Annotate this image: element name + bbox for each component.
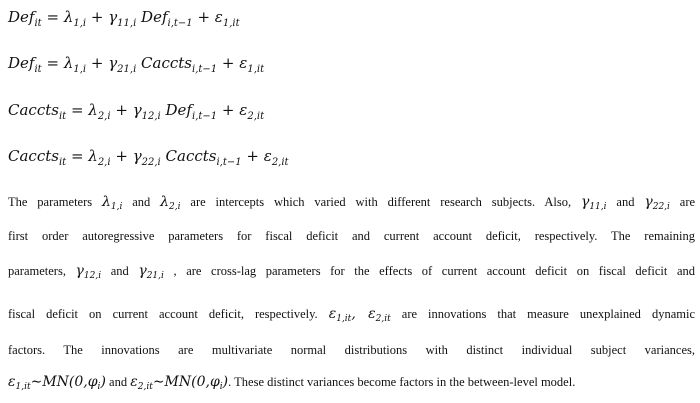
paragraph-line-4: fiscal deficit on current account deficit, respectively. $\varepsilon_{1,it}$, $\varepsilon_{2,it}$ are innovations that measure unexplained dynamic — [8, 306, 696, 324]
equation-3: Caccts$_{it}$ = $\lambda_{2,i} + \gamma_{12,i}$ $Def_{i,t-1} + \varepsilon_{2,it}$ — [8, 101, 265, 122]
paragraph-line-1: The parameters $\lambda_{1,i}$ and $\lambda_{2,i}$ are intercepts which varied with different research subjects. Also, $\gamma_{11,i}$ and $\gamma_{22,i}$ are — [8, 194, 696, 212]
equation-2: $Def_{it} = \lambda_{1,i} + \gamma_{21,i}$ Caccts$_{i,t-1}$ + $\varepsilon_{1,it}$ — [8, 54, 265, 75]
math-gamma-12: $\gamma_{12,i}$ — [75, 263, 102, 281]
math-epsilons: $\varepsilon_{1,it}$, $\varepsilon_{2,it}$ — [328, 306, 391, 324]
paragraph-line-6: $\varepsilon_{1,it}\sim MN(0,\varphi_i)$ and $\varepsilon_{2,it}\sim MN(0,\varphi_i)$. These distinct variances become factors in the between-level model. — [8, 374, 576, 392]
equation-4: Caccts$_{it}$ = $\lambda_{2,i} + \gamma_{22,i}$ Caccts$_{i,t-1}$ + $\varepsilon_{2,it}$ — [8, 147, 289, 168]
math-gamma-21: $\gamma_{21,i}$ — [138, 263, 164, 281]
math-eps1-distribution: $\varepsilon_{1,it}\sim MN(0,\varphi_i)$ — [8, 374, 106, 392]
equation-1: $Def_{it} = \lambda_{1,i} + \gamma_{11,i}$ $Def_{i,t-1} + \varepsilon_{1,it}$ — [8, 8, 240, 29]
paragraph-line-2: first order autoregressive parameters for fiscal deficit and current account deficit, respectively. The remaining — [8, 229, 695, 243]
math-lambda-2: $\lambda_{2,i}$ — [160, 194, 181, 212]
paragraph-line-3: parameters, $\gamma_{12,i}$ and $\gamma_{21,i}$ , are cross-lag parameters for the effects of current account deficit on fiscal deficit and — [8, 263, 695, 281]
math-gamma-22: $\gamma_{22,i}$ — [644, 194, 670, 212]
paragraph-line-5: factors. The innovations are multivariate normal distributions with distinct individual subject variances, — [8, 343, 695, 357]
math-gamma-11: $\gamma_{11,i}$ — [580, 194, 607, 212]
math-lambda-1: $\lambda_{1,i}$ — [102, 194, 123, 212]
math-eps2-distribution: $\varepsilon_{2,it}\sim MN(0,\varphi_i)$ — [130, 374, 229, 392]
